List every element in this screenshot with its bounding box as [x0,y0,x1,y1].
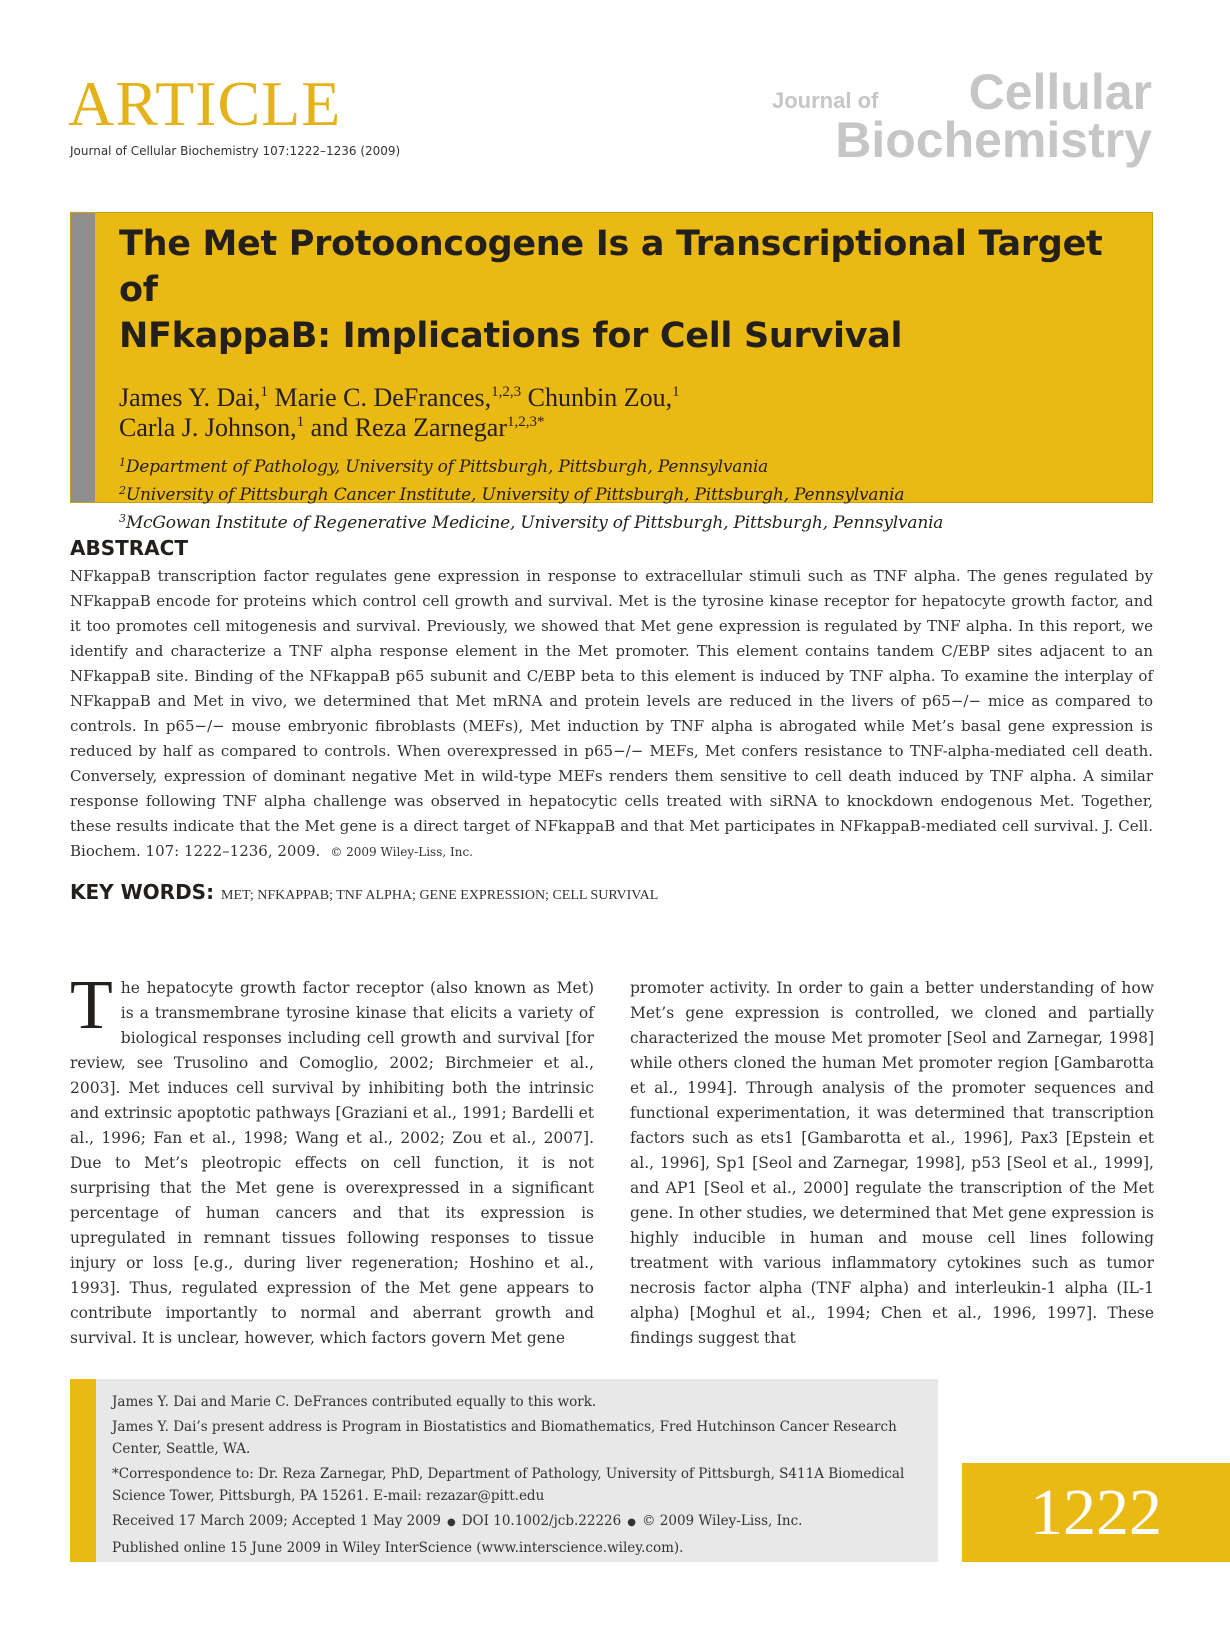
affiliation-number: 2 [119,484,126,497]
page-number: 1222 [1030,1476,1162,1549]
affiliation [119,481,1132,509]
article-label: ARTICLE [68,68,342,139]
footnote-equal-contribution: James Y. Dai and Marie C. DeFrances contributed equally to this work. [112,1394,597,1410]
footnote-copyright: © 2009 Wiley-Liss, Inc. [641,1513,803,1529]
affiliation-list [119,453,1132,537]
keywords [70,880,658,904]
author-list [119,383,1132,443]
drop-cap: T [70,967,113,1044]
logo-cellular: Cellular [968,64,1152,120]
title-block [70,212,1153,533]
title-side-bar [71,213,95,502]
footnote-published: Published online 15 June 2009 in Wiley InterScience (www.interscience.wiley.com). [112,1540,684,1556]
body-column-left [70,967,594,1351]
footnote-received: Received 17 March 2009; Accepted 1 May 2009 [112,1513,441,1529]
body-text-right: promoter activity. In order to gain a better understanding of how Met’s gene expression is controlled, we cloned and partially characterized the mouse Met promoter [Seol and Zarnegar, 1998] while others cloned the human Met promoter region [Gambarotta et al., 1994]. Through analysis of the promoter sequences and functional experimentation, it was determined that transcription factors such as ets1 [Gambarotta et al., 1996], Pax3 [Epstein et al., 1996], Sp1 [Seol and Zarnegar, 1998], p53 [Seol et al., 1999], and AP1 [Seol et al., 2000] regulate the transcription of the Met gene. In other studies, we determined that Met gene expression is highly inducible in human and mouse cell lines following treatment with various inflammatory cytokines such as tumor necrosis factor alpha (TNF alpha) and interleukin-1 alpha (IL-1 alpha) [Moghul et al., 1994; Chen et al., 1996, 1997]. These findings suggest that [630,979,1154,1347]
author-name: Marie C. DeFrances, [274,383,492,412]
author-affil-sup: 1,2,3* [507,414,545,430]
affiliation-text: University of Pittsburgh Cancer Institute, University of Pittsburgh, Pittsburgh, Pennsylvania [125,485,905,505]
title-line-1: The Met Protooncogene Is a Transcriptional Target of [119,224,1103,310]
author-affil-sup: 1 [296,414,305,430]
author-affil-sup: 1 [672,384,680,400]
bullet-icon: ● [446,1517,456,1528]
author-affil-sup: 1,2,3 [491,384,522,400]
affiliation-text: Department of Pathology, University of Pittsburgh, Pittsburgh, Pennsylvania [125,457,769,477]
footnotes-box [70,1379,938,1562]
footnote-doi: DOI 10.1002/jcb.22226 [461,1513,622,1529]
footnote-correspondence: *Correspondence to: Dr. Reza Zarnegar, PhD, Department of Pathology, University of Pittsburgh, S411A Biomedical Science Tower, Pittsburgh, PA 15261. E-mail: rezazar@pitt.edu [112,1466,905,1504]
page-number-box [962,1463,1230,1562]
author-affil-sup: 1 [260,384,269,400]
title-line-2: NFkappaB: Implications for Cell Survival [119,316,903,356]
author-name: and Reza Zarnegar [310,413,507,442]
author-name: Chunbin Zou, [527,383,673,412]
affiliation-number: 1 [119,456,126,469]
abstract-text: NFkappaB transcription factor regulates gene expression in response to extracellular stimuli such as TNF alpha. The genes regulated by NFkappaB encode for proteins which control cell growth and survival. Met is the tyrosine kinase receptor for hepatocyte growth factor, and it too promotes cell mitogenesis and survival. Previously, we showed that Met gene expression is regulated by TNF alpha. In this report, we identify and characterize a TNF alpha response element in the Met promoter. This element contains tandem C/EBP sites adjacent to an NFkappaB site. Binding of the NFkappaB p65 subunit and C/EBP beta to this element is induced by TNF alpha. To examine the interplay of NFkappaB and Met in vivo, we determined that Met mRNA and protein levels are reduced in the livers of p65−/− mice as compared to controls. In p65−/− mouse embryonic fibroblasts (MEFs), Met induction by TNF alpha is abrogated while Met’s basal gene expression is reduced by half as compared to controls. When overexpressed in p65−/− MEFs, Met confers resistance to TNF-alpha-mediated cell death. Conversely, expression of dominant negative Met in wild-type MEFs renders them sensitive to cell death induced by TNF alpha. A similar response following TNF alpha challenge was observed in hepatocytic cells treated with siRNA to knockdown endogenous Met. Together, these results indicate that the Met gene is a direct target of NFkappaB and that Met participates in NFkappaB-mediated cell survival. J. Cell. Biochem. 107: 1222–1236, 2009. [70,567,1153,860]
author-name: James Y. Dai, [119,383,261,412]
logo-journal-of: Journal of [772,88,879,113]
journal-logo [772,66,1152,176]
affiliation [119,509,1132,537]
paper-title [119,221,1132,359]
affiliation-number: 3 [119,512,126,525]
author-name: Carla J. Johnson, [119,413,297,442]
body-column-right [630,976,1154,1351]
abstract-heading: ABSTRACT [70,536,188,560]
bullet-icon: ● [627,1517,636,1528]
footnotes-side-bar [70,1379,96,1562]
keywords-list: MET; NFKAPPAB; TNF ALPHA; GENE EXPRESSION; CELL SURVIVAL [221,888,659,903]
affiliation [119,453,1132,481]
footnote-dates [112,1510,918,1534]
logo-biochemistry: Biochemistry [835,112,1152,168]
journal-citation: Journal of Cellular Biochemistry 107:1222–1236 (2009) [70,144,401,158]
abstract-copyright: © 2009 Wiley-Liss, Inc. [330,845,473,859]
keywords-label: KEY WORDS: [70,880,215,904]
footnote-present-address: James Y. Dai’s present address is Program in Biostatistics and Biomathematics, Fred Hutchinson Cancer Research Center, Seattle, WA. [112,1419,897,1457]
affiliation-text: McGowan Institute of Regenerative Medicine, University of Pittsburgh, Pittsburgh, Pennsylvania [125,513,944,533]
abstract-body [70,564,1153,865]
body-text-left: he hepatocyte growth factor receptor (also known as Met) is a transmembrane tyrosine kinase that elicits a variety of biological responses including cell growth and survival [for review, see Trusolino and Comoglio, 2002; Birchmeier et al., 2003]. Met induces cell survival by inhibiting both the intrinsic and extrinsic apoptotic pathways [Graziani et al., 1991; Bardelli et al., 1996; Fan et al., 1998; Wang et al., 2002; Zou et al., 2007]. Due to Met’s pleotropic effects on cell function, it is not surprising that the Met gene is overexpressed in a significant percentage of human cancers and that its expression is upregulated in remnant tissues following responses to tissue injury or loss [e.g., during liver regeneration; Hoshino et al., 1993]. Thus, regulated expression of the Met gene appears to contribute importantly to normal and aberrant growth and survival. It is unclear, however, which factors govern Met gene [70,979,594,1347]
